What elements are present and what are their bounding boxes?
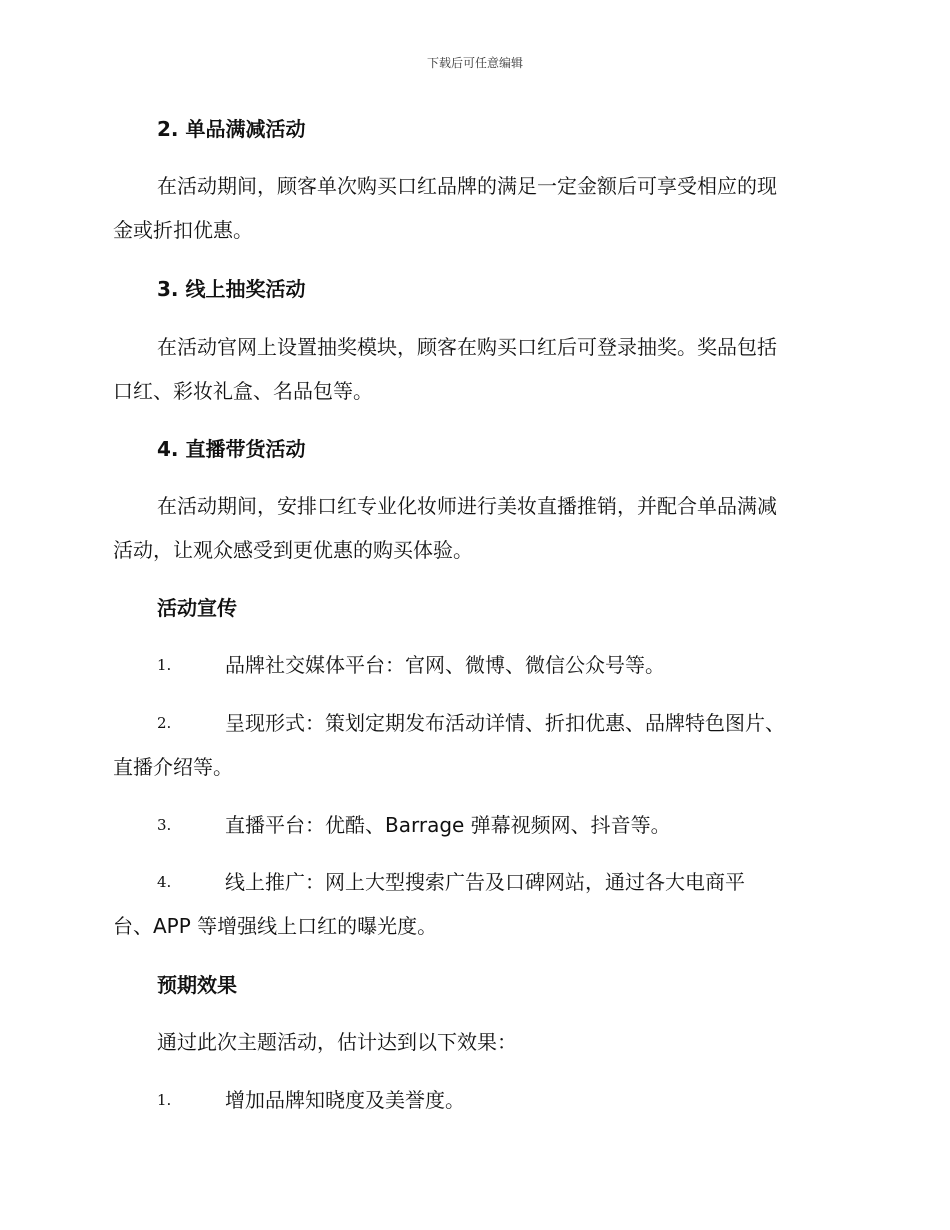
section-3-heading: 3. 线上抽奖活动 bbox=[157, 277, 306, 301]
promo-item-2-line-2: 直播介绍等。 bbox=[113, 755, 233, 779]
promo-item-1-text: 品牌社交媒体平台：官网、微博、微信公众号等。 bbox=[225, 653, 665, 677]
section-3-line-1: 在活动官网上设置抽奖模块，顾客在购买口红后可登录抽奖。奖品包括 bbox=[157, 335, 777, 359]
promo-item-2 bbox=[113, 701, 835, 789]
promo-item-1 bbox=[113, 643, 835, 687]
effect-intro bbox=[113, 1020, 835, 1064]
page-header: 下载后可任意编辑 bbox=[426, 56, 523, 70]
promo-item-3-text: 直播平台：优酷、Barrage 弹幕视频网、抖音等。 bbox=[225, 813, 671, 837]
promo-heading: 活动宣传 bbox=[157, 596, 237, 620]
promo-item-4-line-1: 线上推广：网上大型搜索广告及口碑网站，通过各大电商平 bbox=[225, 870, 745, 894]
promo-item-1-number: 1. bbox=[157, 656, 172, 674]
effect-item-1-text: 增加品牌知晓度及美誉度。 bbox=[225, 1088, 465, 1112]
section-3-paragraph bbox=[113, 325, 835, 413]
effect-item-1-number: 1. bbox=[157, 1091, 172, 1109]
section-4-line-2: 活动，让观众感受到更优惠的购买体验。 bbox=[113, 538, 473, 562]
effect-intro-text: 通过此次主题活动，估计达到以下效果： bbox=[157, 1030, 517, 1054]
section-2-heading: 2. 单品满减活动 bbox=[157, 117, 306, 141]
promo-item-4 bbox=[113, 860, 835, 948]
promo-item-4-line-2: 台、APP 等增强线上口红的曝光度。 bbox=[113, 914, 438, 938]
section-4-heading: 4. 直播带货活动 bbox=[157, 437, 306, 461]
promo-item-2-number: 2. bbox=[157, 714, 172, 732]
section-3-line-2: 口红、彩妆礼盒、名品包等。 bbox=[113, 379, 373, 403]
promo-item-3 bbox=[113, 803, 835, 847]
promo-item-4-number: 4. bbox=[157, 873, 172, 891]
promo-item-2-line-1: 呈现形式：策划定期发布活动详情、折扣优惠、品牌特色图片、 bbox=[225, 711, 785, 735]
effect-heading: 预期效果 bbox=[157, 973, 237, 997]
section-2-paragraph bbox=[113, 164, 835, 252]
section-4-line-1: 在活动期间，安排口红专业化妆师进行美妆直播推销，并配合单品满减 bbox=[157, 494, 777, 518]
section-4-paragraph bbox=[113, 484, 835, 572]
section-2-line-1: 在活动期间，顾客单次购买口红品牌的满足一定金额后可享受相应的现 bbox=[157, 174, 777, 198]
effect-item-1 bbox=[113, 1078, 835, 1122]
section-2-line-2: 金或折扣优惠。 bbox=[113, 218, 253, 242]
promo-item-3-number: 3. bbox=[157, 816, 172, 834]
